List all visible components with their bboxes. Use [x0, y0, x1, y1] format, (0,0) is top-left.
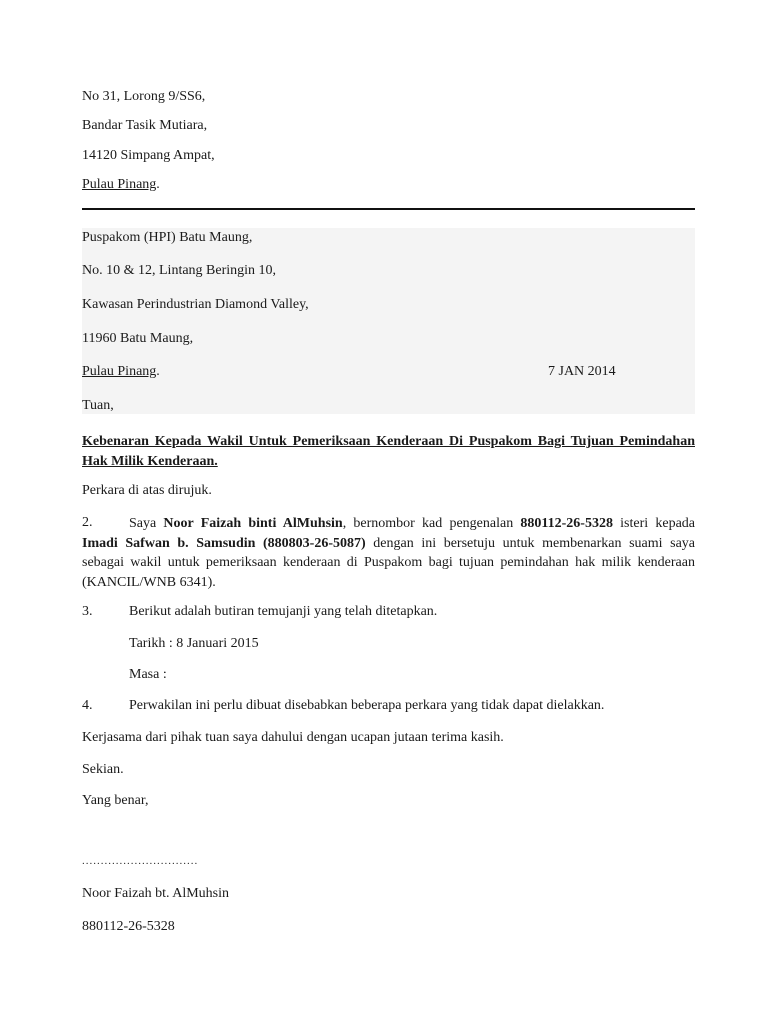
salutation: Tuan,: [82, 398, 114, 413]
para-3-number: 3.: [82, 604, 93, 619]
writer-ic-number: 880112-26-5328: [520, 516, 613, 531]
sender-state-period: .: [156, 177, 160, 192]
recipient-address-line-4: 11960 Batu Maung,: [82, 331, 194, 346]
letter-date: 7 JAN 2014: [548, 364, 616, 379]
sender-address-line-3: 14120 Simpang Ampat,: [82, 148, 215, 163]
recipient-address-line-2: No. 10 & 12, Lintang Beringin 10,: [82, 263, 277, 278]
para-4-number: 4.: [82, 698, 93, 713]
sender-address-line-1: No 31, Lorong 9/SS6,: [82, 89, 206, 104]
para-2-text-4: dengan ini bersetuju untuk membenarkan suami saya sebagai wakil untuk pemeriksaan kenderaan di Puspakom bagi tujuan pemindahan hak milik kenderaan (KANCIL/WNB 6341).: [82, 535, 695, 590]
recipient-address-line-3: Kawasan Perindustrian Diamond Valley,: [82, 297, 309, 312]
para-2-text-2: , bernombor kad pengenalan: [342, 516, 521, 531]
para-2-text-1: Saya: [129, 516, 164, 531]
reference-line: Perkara di atas dirujuk.: [82, 483, 212, 498]
appointment-date: Tarikh : 8 Januari 2015: [129, 636, 259, 651]
signatory-ic-number: 880112-26-5328: [82, 919, 175, 934]
recipient-block: [82, 228, 695, 414]
appointment-time: Masa :: [129, 667, 167, 682]
recipient-address-line-1: Puspakom (HPI) Batu Maung,: [82, 230, 253, 245]
signatory-name: Noor Faizah bt. AlMuhsin: [82, 886, 229, 901]
header-divider: [82, 208, 695, 210]
closing-thanks: Kerjasama dari pihak tuan saya dahului dengan ucapan jutaan terima kasih.: [82, 730, 504, 745]
para-4-text: Perwakilan ini perlu dibuat disebabkan beberapa perkara yang tidak dapat dielakkan.: [129, 698, 605, 713]
recipient-address-line-5: [82, 363, 160, 381]
para-3-text: Berikut adalah butiran temujanji yang telah ditetapkan.: [129, 604, 438, 619]
sender-state: Pulau Pinang: [82, 177, 157, 192]
sender-address-line-2: Bandar Tasik Mutiara,: [82, 118, 208, 133]
husband-name-ic: Imadi Safwan b. Samsudin (880803-26-5087): [82, 535, 366, 551]
para-2-body: [82, 514, 695, 592]
closing-sekian: Sekian.: [82, 762, 124, 777]
writer-name: Noor Faizah binti AlMuhsin: [163, 516, 343, 531]
signature-line: ...............................: [82, 855, 199, 867]
sender-address-line-4: [82, 176, 160, 194]
para-2-number: 2.: [82, 515, 93, 530]
para-2-text-3: isteri kepada: [612, 516, 696, 531]
recipient-state: Pulau Pinang: [82, 364, 157, 379]
closing-yang-benar: Yang benar,: [82, 793, 149, 808]
subject-heading: Kebenaran Kepada Wakil Untuk Pemeriksaan Kenderaan Di Puspakom Bagi Tujuan Pemindahan Hak Milik Kenderaan.: [82, 434, 695, 469]
recipient-state-period: .: [156, 364, 160, 379]
